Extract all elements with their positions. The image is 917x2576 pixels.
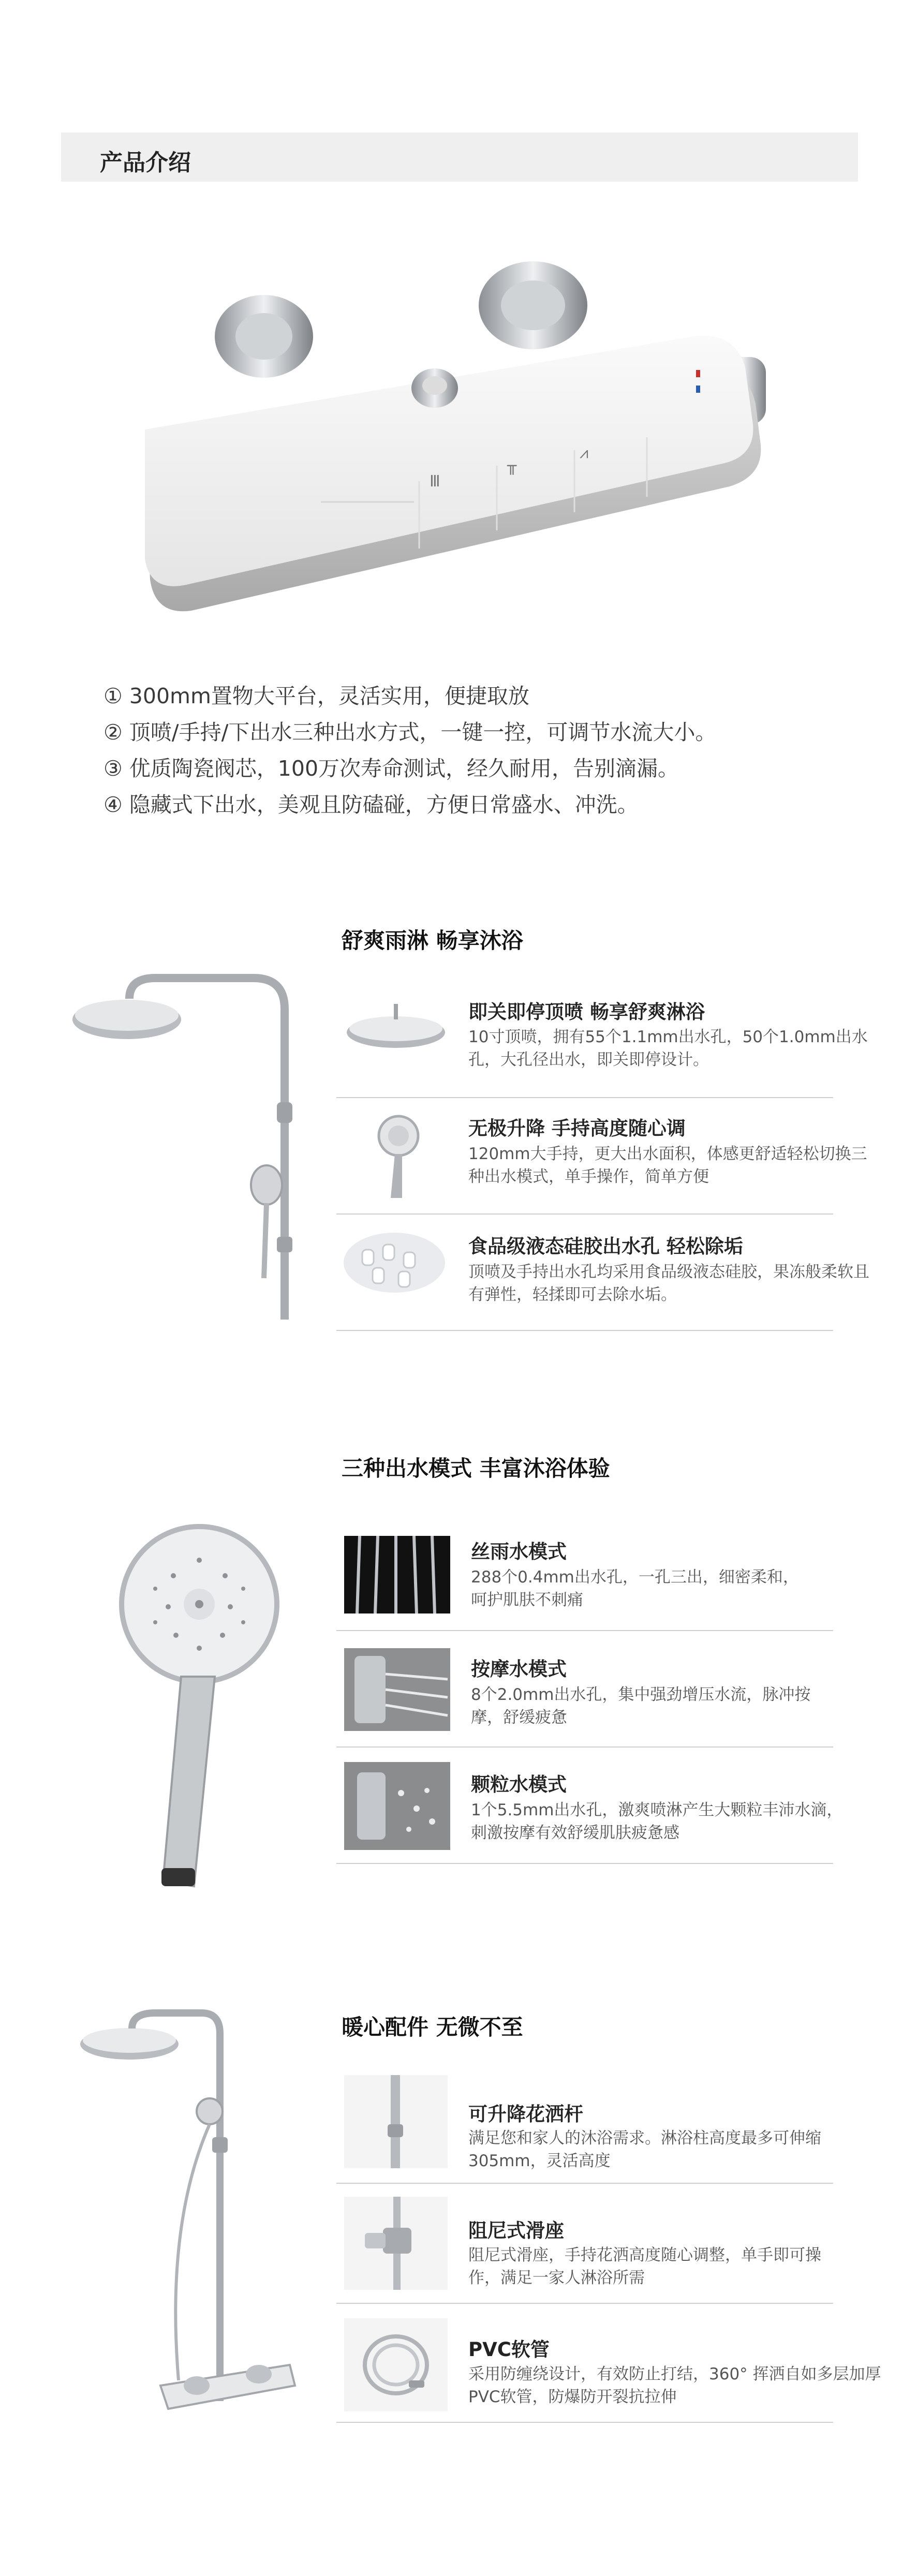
page-title: 产品介绍 (100, 150, 191, 176)
divider (336, 1630, 833, 1631)
silicone-nozzle-thumb (342, 1229, 448, 1296)
item-desc: 阻尼式滑座，手持花洒高度随心调整，单手即可操作，满足一家人淋浴所需 (468, 2246, 821, 2287)
item-desc: 288个0.4mm出水孔，一孔三出，细密柔和，呵护肌肤不刺痛 (471, 1568, 799, 1609)
shower-system-image (67, 968, 310, 1330)
damping-slider-thumb (344, 2197, 448, 2290)
massage-mode-thumb (344, 1648, 450, 1731)
item-desc: 120mm大手持，更大出水面积，体感更舒适轻松切换三种出水模式，单手操作，简单方便 (468, 1145, 867, 1186)
shower-system-with-shelf-image (72, 2008, 316, 2463)
section-header-bar (61, 132, 858, 182)
top-showerhead-thumb (344, 1001, 448, 1063)
divider (336, 2422, 833, 2423)
section-title: 舒爽雨淋 畅享沐浴 (342, 928, 523, 953)
pvc-hose-thumb (344, 2318, 448, 2411)
item-desc: 采用防缠绕设计，有效防止打结，360° 挥洒自如多层加厚PVC软管，防爆防开裂抗拉伸 (468, 2365, 881, 2406)
svg-text:Ⅲ: Ⅲ (430, 472, 440, 491)
divider (336, 1097, 833, 1098)
svg-text:⩘: ⩘ (580, 444, 588, 462)
divider (336, 1746, 833, 1748)
section-title: 暖心配件 无微不至 (342, 2015, 523, 2040)
item-title: 食品级液态硅胶出水孔 轻松除垢 (468, 1235, 743, 1257)
item-title: 可升降花洒杆 (468, 2103, 583, 2125)
handheld-shower-thumb (370, 1113, 427, 1201)
item-desc: 10寸顶喷，拥有55个1.1mm出水孔，50个1.0mm出水孔，大孔径出水，即关即停设计。 (468, 1028, 868, 1069)
mist-mode-thumb (344, 1536, 450, 1613)
item-title: 颗粒水模式 (471, 1773, 567, 1796)
feature-line: ③ 优质陶瓷阀芯，100万次寿命测试，经久耐用，告别滴漏。 (103, 756, 679, 781)
divider (336, 2303, 833, 2304)
intro-feature-list (103, 678, 854, 823)
item-title: 按摩水模式 (471, 1658, 567, 1680)
item-title: PVC软管 (468, 2338, 550, 2361)
divider (336, 1213, 833, 1215)
item-desc: 1个5.5mm出水孔，激爽喷淋产生大颗粒丰沛水滴，刺激按摩有效舒缓肌肤疲惫感 (471, 1801, 843, 1842)
feature-line: ② 顶喷/手持/下出水三种出水方式，一键一控，可调节水流大小。 (103, 720, 717, 745)
shower-panel-product-image (124, 259, 797, 631)
handheld-shower-large-image (119, 1519, 290, 1891)
droplet-mode-thumb (344, 1762, 450, 1850)
item-desc: 8个2.0mm出水孔，集中强劲增压水流，脉冲按摩，舒缓疲惫 (471, 1685, 811, 1727)
item-title: 无极升降 手持高度随心调 (468, 1117, 686, 1139)
item-desc: 满足您和家人的沐浴需求。淋浴柱高度最多可伸缩305mm，灵活高度 (468, 2129, 821, 2170)
item-title: 阻尼式滑座 (468, 2219, 564, 2242)
item-desc: 顶喷及手持出水孔均采用食品级液态硅胶，果冻般柔软且有弹性，轻揉即可去除水垢。 (468, 1263, 869, 1304)
feature-line: ④ 隐藏式下出水，美观且防磕碰，方便日常盛水、冲洗。 (103, 792, 639, 817)
divider (336, 1330, 833, 1331)
lifting-rod-thumb (344, 2075, 448, 2168)
section-title: 三种出水模式 丰富沐浴体验 (342, 1456, 610, 1481)
divider (336, 2183, 833, 2184)
feature-line: ① 300mm置物大平台，灵活实用，便捷取放 (103, 684, 529, 708)
svg-text:╥: ╥ (507, 457, 517, 475)
item-title: 丝雨水模式 (471, 1541, 567, 1563)
divider (336, 1863, 833, 1864)
item-title: 即关即停顶喷 畅享舒爽淋浴 (468, 1001, 705, 1023)
